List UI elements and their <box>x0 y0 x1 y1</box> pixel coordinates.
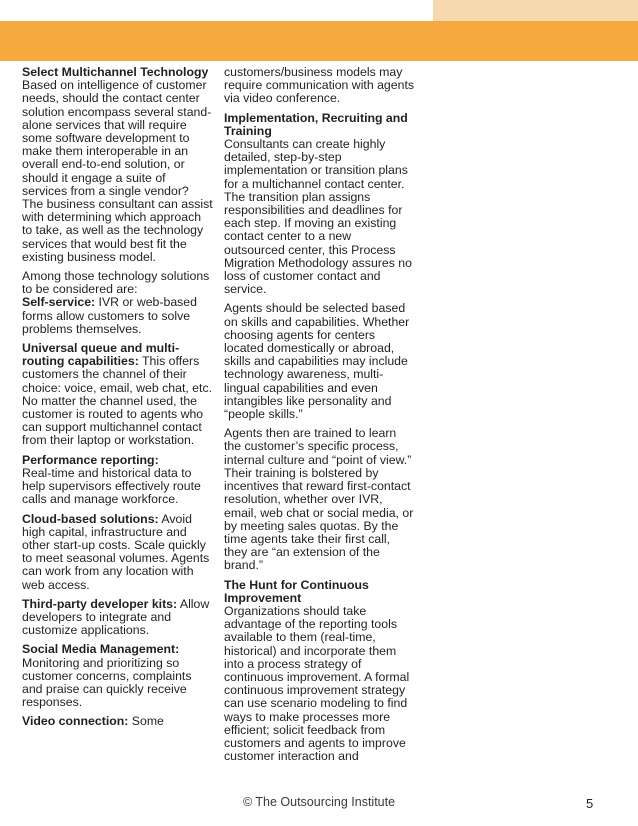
third-party-kits-item <box>22 598 213 638</box>
select-multichannel-section <box>22 66 213 264</box>
item-body: Some <box>128 714 164 729</box>
item-heading: Third-party developer kits: <box>22 596 178 611</box>
section-body: Based on intelligence of customer needs, should the contact center solution encompass several stand-alone services that will require some software development to make them interoperable in an overall end-to-end solution, or should it engage a suite of services from a single vendor? The business consultant can assist with determining which approach to take, as well as the technology services that would best fit the existing business model. <box>22 78 213 264</box>
self-service-item <box>22 296 213 336</box>
footer-credit: © The Outsourcing Institute <box>242 795 396 809</box>
header-band <box>0 21 638 61</box>
item-body: Monitoring and prioritizing so customer concerns, complaints and praise can quickly receive responses. <box>22 655 192 710</box>
item-heading: Self-service: <box>22 295 96 310</box>
performance-reporting-item <box>22 454 213 507</box>
item-heading: Universal queue and multi-routing capabilities: <box>22 341 180 369</box>
universal-queue-item <box>22 342 213 448</box>
item-body: Avoid high capital, infrastructure and other start-up costs. Scale quickly to meet seasonal volumes. Agents can work from any location with web access. <box>22 511 210 592</box>
top-margin <box>0 0 433 21</box>
social-media-item <box>22 643 213 709</box>
page-number: 5 <box>586 796 594 811</box>
item-body: Allow developers to integrate and customize applications. <box>22 596 210 638</box>
right-column <box>224 66 414 769</box>
item-heading: Video connection: <box>22 714 129 729</box>
left-column <box>22 66 213 735</box>
header-accent-block <box>433 0 638 21</box>
section-heading: Implementation, Recruiting and Training <box>224 110 408 138</box>
section-body: Consultants can create highly detailed, step-by-step implementation or transition plans for a multichannel contact center. The transition plan assigns responsibilities and deadlines for each step. If moving an existing contact center to a new outsourced center, this Process Migration Methodology assures no loss of customer contact and service. <box>224 137 412 297</box>
item-heading: Performance reporting: <box>22 452 159 467</box>
agents-selection-paragraph: Agents should be selected based on skills and capabilities. Whether choosing agents for centers located domestically or abroad, skills and capabilities may include technology awareness, multi-lingual capabilities and even intangibles like personality and “people skills.” <box>224 301 410 422</box>
item-body: IVR or web-based forms allow customers to solve problems themselves. <box>22 295 197 336</box>
video-continuation: customers/business models may require communication with agents via video conference. <box>224 65 415 106</box>
item-body: Real-time and historical data to help supervisors effectively route calls and manage workforce. <box>22 465 201 507</box>
among-intro: Among those technology solutions to be considered are: <box>22 269 210 297</box>
video-connection-item <box>22 715 213 728</box>
item-heading: Social Media Management: <box>22 642 180 657</box>
item-heading: Cloud-based solutions: <box>22 511 159 526</box>
continuous-improvement-section <box>224 579 414 764</box>
section-heading: Select Multichannel Technology <box>22 65 209 79</box>
implementation-section <box>224 112 414 297</box>
cloud-solutions-item <box>22 513 213 592</box>
agents-training-paragraph: Agents then are trained to learn the customer’s specific process, internal culture and “point of view.” Their training is bolstered by incentives that reward first-contact resolution, whether over IVR, email, web chat or social media, or by meeting sales quotas. By the time agents take their first call, they are “an extension of the brand.” <box>224 426 414 573</box>
section-body: Organizations should take advantage of the reporting tools available to them (real-time, historical) and incorporate them into a process strategy of continuous improvement. A formal continuous improvement strategy can use scenario modeling to find ways to make processes more efficient; solicit feedback from customers and agents to improve customer interaction and <box>224 603 410 764</box>
section-heading: The Hunt for Continuous Improvement <box>224 577 369 605</box>
item-body: This offers customers the channel of their choice: voice, email, web chat, etc. No matter the channel used, the customer is routed to agents who can support multichannel contact from their laptop or workstation. <box>22 354 213 448</box>
